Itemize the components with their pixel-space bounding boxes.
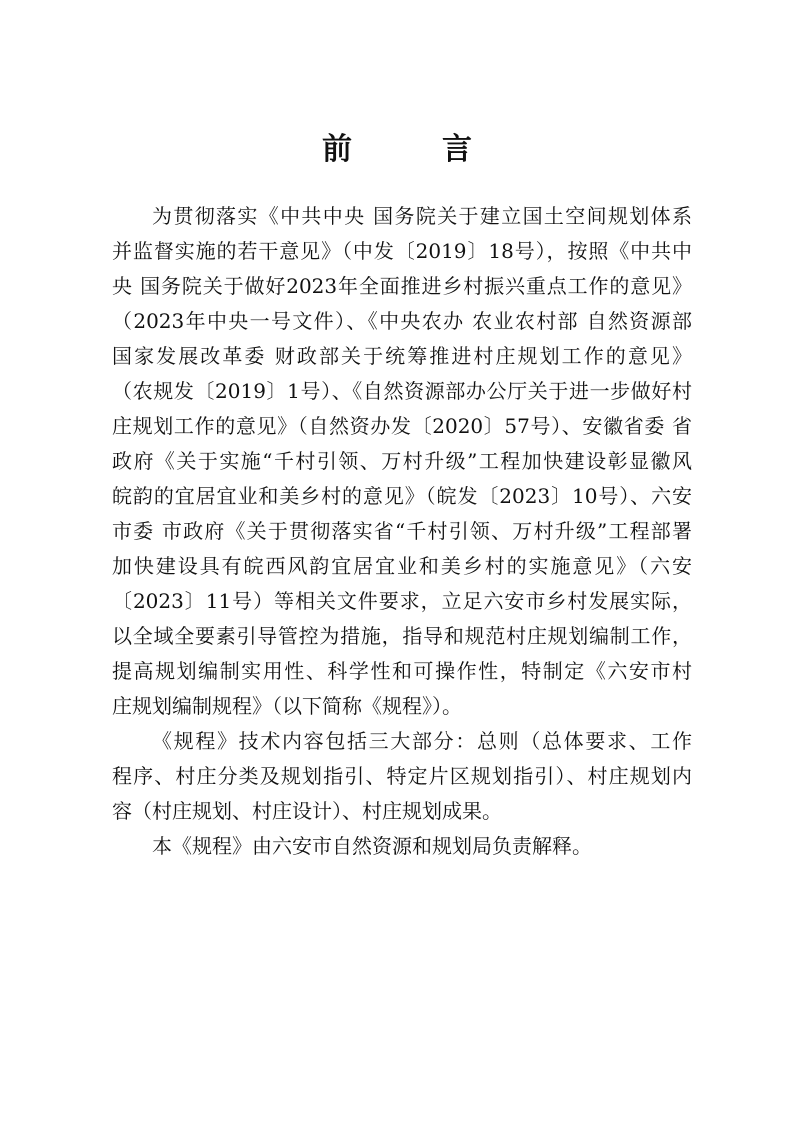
paragraph-line: （农规发〔2019〕1号）、《自然资源部办公厅关于进一步做好村 <box>112 379 692 403</box>
paragraph-line: 容（村庄规划、村庄设计）、村庄规划成果。 <box>112 799 502 823</box>
document-body <box>112 199 692 864</box>
paragraph-line: 皖韵的宜居宜业和美乡村的意见》（皖发〔2023〕10号）、六安 <box>112 484 692 508</box>
paragraph-line: 加快建设具有皖西风韵宜居宜业和美乡村的实施意见》（六安 <box>112 554 692 578</box>
paragraph-line: 提高规划编制实用性、科学性和可操作性，特制定《六安市村 <box>112 659 692 683</box>
paragraph-line: 政府《关于实施“千村引领、万村升级”工程加快建设彰显徽风 <box>112 449 692 473</box>
paragraph-line: 为贯彻落实《中共中央 国务院关于建立国土空间规划体系 <box>152 204 692 228</box>
paragraph-line: 庄规划工作的意见》（自然资办发〔2020〕57号）、安徽省委 省 <box>112 414 692 438</box>
paragraph-line: 《规程》技术内容包括三大部分：总则（总体要求、工作 <box>152 729 692 753</box>
paragraph-line: 庄规划编制规程》（以下简称《规程》）。 <box>112 694 462 718</box>
paragraph-line: 市委 市政府《关于贯彻落实省“千村引领、万村升级”工程部署 <box>112 519 692 543</box>
paragraph-line: （2023年中央一号文件）、《中央农办 农业农村部 自然资源部 <box>112 309 692 333</box>
paragraph-line: 以全域全要素引导管控为措施，指导和规范村庄规划编制工作， <box>112 624 692 648</box>
paragraph-line: 程序、村庄分类及规划指引、特定片区规划指引）、村庄规划内 <box>112 764 692 788</box>
paragraph-line: 并监督实施的若干意见》（中发〔2019〕18号），按照《中共中 <box>112 239 692 263</box>
page-title: 前 言 <box>322 132 502 167</box>
paragraph-line: 央 国务院关于做好2023年全面推进乡村振兴重点工作的意见》 <box>112 274 692 298</box>
paragraph-line: 〔2023〕11号）等相关文件要求，立足六安市乡村发展实际， <box>112 589 692 613</box>
paragraph-line: 本《规程》由六安市自然资源和规划局负责解释。 <box>152 834 592 858</box>
paragraph-line: 国家发展改革委 财政部关于统筹推进村庄规划工作的意见》 <box>112 344 692 368</box>
